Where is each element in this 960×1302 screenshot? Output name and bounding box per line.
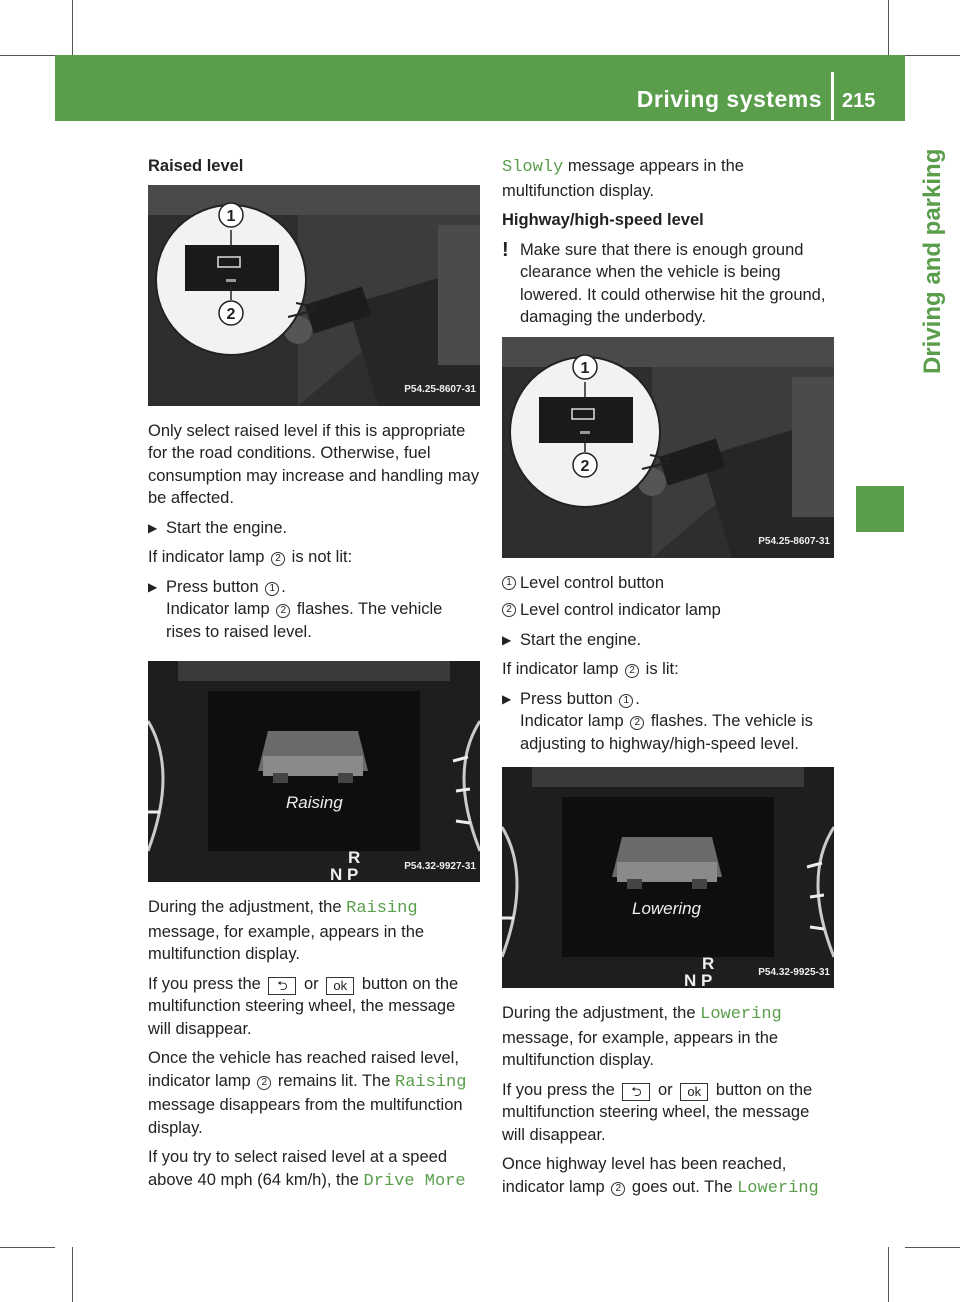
- warning-text: Make sure that there is enough ground clearance when the vehicle is being lowered. It could otherwise hit the ground, damaging the underbody.: [520, 240, 826, 326]
- back-key-icon: ⮌: [622, 1083, 650, 1101]
- photo-code: P54.25-8607-31: [758, 536, 830, 547]
- text: flashes. The vehicle is adjusting to highway/high-speed level.: [520, 712, 813, 753]
- callout-ref: 2: [276, 604, 290, 618]
- crop-mark: [888, 0, 889, 55]
- callout-ref: 1: [265, 582, 279, 596]
- console-photo: [148, 185, 480, 406]
- text: If indicator lamp: [502, 660, 619, 678]
- text: Once highway level has been reached, indicator lamp: [502, 1155, 787, 1196]
- condition-text: [148, 546, 480, 569]
- text: goes out. The: [631, 1177, 733, 1196]
- text: message, for example, appears in the multifunction display.: [502, 1028, 779, 1069]
- left-column: [148, 155, 480, 1200]
- text: If you press the: [502, 1080, 615, 1099]
- step-item: [502, 688, 834, 756]
- text: button on the multifunction steering wheel, the message will disappear.: [148, 974, 459, 1038]
- legend-text: Level control button: [520, 573, 665, 592]
- step-arrow-icon: ▶: [148, 520, 158, 535]
- gear-np: N P: [684, 971, 713, 988]
- paragraph: [502, 155, 834, 202]
- display-message: Slowly: [502, 158, 564, 177]
- paragraph: [148, 1047, 480, 1139]
- text: If indicator lamp: [148, 548, 265, 566]
- cluster-illustration: [148, 661, 480, 882]
- cluster-message: Lowering: [632, 899, 701, 918]
- crop-mark: [0, 1247, 55, 1248]
- text: If you press the: [148, 974, 261, 993]
- console-illustration: [148, 185, 480, 406]
- paragraph: [502, 1079, 834, 1147]
- text: message disappears from the multifunction display.: [148, 1096, 463, 1137]
- step-item: [148, 576, 480, 644]
- step-item: [502, 629, 834, 652]
- gear-r: R: [702, 954, 715, 973]
- display-message: Lowering: [700, 1005, 782, 1024]
- crop-mark: [0, 55, 55, 56]
- text: is not lit:: [291, 548, 353, 566]
- display-message: Lowering: [737, 1178, 819, 1198]
- photo-code: P54.32-9927-31: [404, 860, 476, 872]
- text: Indicator lamp: [520, 712, 624, 730]
- console-illustration: [502, 337, 834, 558]
- step-arrow-icon: ▶: [148, 579, 158, 594]
- section-heading: Highway/high-speed level: [502, 211, 704, 229]
- text: or: [658, 1080, 673, 1099]
- crop-mark: [72, 1247, 73, 1302]
- text: Press button: [166, 577, 259, 596]
- callout-one: 1: [226, 207, 236, 225]
- page-section-title: Driving systems: [636, 86, 822, 112]
- step-text: Start the engine.: [520, 630, 642, 649]
- text: Once the vehicle has reached raised level, indicator lamp: [148, 1049, 459, 1090]
- callout-ref: 1: [619, 694, 633, 708]
- legend-item: [502, 599, 834, 622]
- chapter-tab-label: Driving and parking: [919, 148, 946, 374]
- callout-ref: 2: [257, 1076, 271, 1090]
- callout-ref: 2: [271, 552, 285, 566]
- paragraph: [148, 896, 480, 966]
- callout-ref: 2: [611, 1182, 625, 1196]
- page-number: 215: [842, 90, 876, 112]
- chapter-tab-marker: [856, 486, 904, 532]
- photo-code: P54.25-8607-31: [404, 384, 476, 395]
- text: .: [635, 689, 640, 708]
- callout-two: 2: [580, 457, 590, 475]
- header-divider: [831, 72, 834, 120]
- text: message appears in the multifunction display.: [502, 157, 744, 200]
- text: Indicator lamp: [166, 600, 270, 618]
- ok-key-icon: ok: [326, 977, 354, 995]
- legend-item: [502, 572, 834, 595]
- text: button on the multifunction steering wheel, the message will disappear.: [502, 1080, 813, 1144]
- back-key-icon: ⮌: [268, 977, 296, 995]
- cluster-message: Raising: [286, 793, 343, 812]
- text: During the adjustment, the: [148, 898, 342, 916]
- legend-text: Level control indicator lamp: [520, 601, 721, 619]
- text: If you try to select raised level at a speed above 40 mph (64 km/h), the: [148, 1148, 447, 1189]
- gear-np: N P: [330, 865, 359, 882]
- paragraph: [148, 1146, 480, 1193]
- callout-ref: 2: [502, 603, 516, 617]
- paragraph: [502, 1153, 834, 1200]
- paragraph: [502, 1002, 834, 1072]
- condition-text: [502, 658, 834, 681]
- cluster-photo: [502, 767, 834, 988]
- text: message, for example, appears in the multifunction display.: [148, 922, 425, 963]
- text: flashes. The vehicle rises to raised level.: [166, 600, 443, 641]
- section-heading: Raised level: [148, 157, 244, 175]
- warning-note: [502, 239, 834, 329]
- crop-mark: [905, 1247, 960, 1248]
- text: .: [281, 577, 286, 596]
- cluster-photo: [148, 661, 480, 882]
- step-item: [148, 517, 480, 540]
- display-message: Raising: [395, 1072, 467, 1092]
- callout-ref: 2: [625, 664, 639, 678]
- text: remains lit. The: [277, 1071, 391, 1090]
- gear-r: R: [348, 848, 361, 867]
- text: Press button: [520, 689, 613, 708]
- cluster-illustration: [502, 767, 834, 988]
- crop-mark: [888, 1247, 889, 1302]
- paragraph: [148, 973, 480, 1041]
- step-arrow-icon: ▶: [502, 691, 512, 706]
- step-arrow-icon: ▶: [502, 632, 512, 647]
- display-message: Drive More: [363, 1171, 466, 1191]
- warning-icon: !: [502, 238, 509, 261]
- ok-key-icon: ok: [680, 1083, 708, 1101]
- step-text: Start the engine.: [166, 518, 288, 537]
- paragraph: Only select raised level if this is appropriate for the road conditions. Otherwise, fuel consumption may increase and handling may be affected.: [148, 421, 480, 507]
- text: is lit:: [645, 660, 679, 678]
- callout-ref: 1: [502, 576, 516, 590]
- crop-mark: [72, 0, 73, 55]
- callout-ref: 2: [630, 716, 644, 730]
- display-message: Raising: [346, 899, 418, 918]
- right-column: [502, 155, 834, 1207]
- callout-two: 2: [226, 305, 236, 323]
- text: During the adjustment, the: [502, 1004, 696, 1022]
- text: or: [304, 974, 319, 993]
- photo-code: P54.32-9925-31: [758, 966, 830, 978]
- callout-one: 1: [580, 359, 590, 377]
- console-photo: [502, 337, 834, 558]
- crop-mark: [905, 55, 960, 56]
